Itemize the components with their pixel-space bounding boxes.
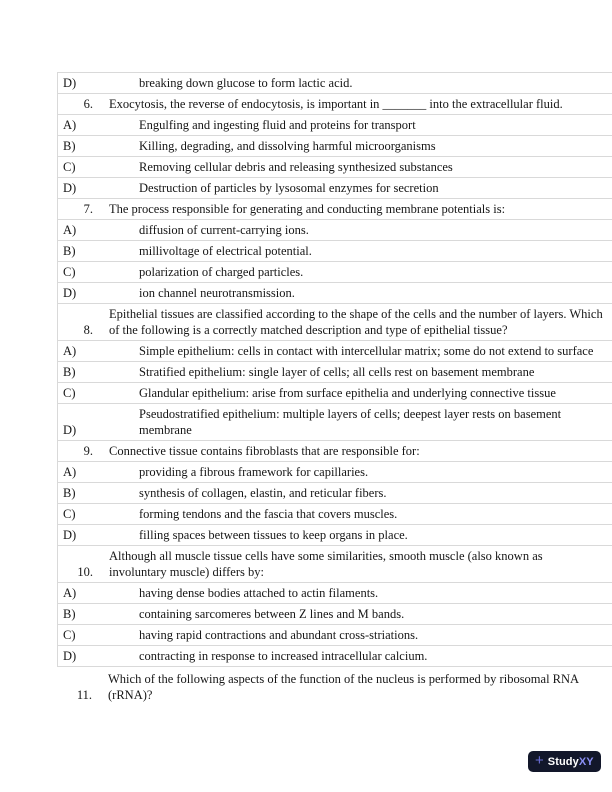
text-line: providing a fibrous framework for capillaries. [139,465,369,479]
option-row [58,483,612,504]
text-line: The process responsible for generating and conducting membrane potentials is: [109,202,506,216]
text-line: Epithelial tissues are classified according to the shape of the cells and the number of layers. Which [109,307,603,321]
option-letter: C) [63,160,76,174]
option-text [139,406,561,438]
question-text [109,548,543,580]
text-line: filling spaces between tissues to keep organs in place. [139,528,408,542]
option-row [58,646,612,667]
text-line: (rRNA)? [108,688,153,702]
option-text [139,117,416,133]
text-line: Simple epithelium: cells in contact with intercellular matrix; some do not extend to surface [139,344,594,358]
option-row [58,504,612,525]
option-letter: D) [63,649,77,663]
option-row [58,157,612,178]
text-line: having rapid contractions and abundant cross-striations. [139,628,419,642]
quiz-table-bordered-rows [57,72,612,667]
option-text [139,585,378,601]
text-line: ion channel neurotransmission. [139,286,295,300]
question-row [58,441,612,462]
question-text [109,201,505,217]
text-line: involuntary muscle) differs by: [109,565,264,579]
question-row [58,94,612,115]
option-text [139,180,439,196]
question-text [108,671,579,703]
option-row [58,604,612,625]
text-line: containing sarcomeres between Z lines and M bands. [139,607,405,621]
option-text [139,75,352,91]
text-line: forming tendons and the fascia that covers muscles. [139,507,398,521]
option-row [58,525,612,546]
option-text [139,527,408,543]
text-line: millivoltage of electrical potential. [139,244,312,258]
option-text [139,222,309,238]
option-row [58,362,612,383]
option-row [58,262,612,283]
option-letter: C) [63,265,76,279]
question-row [58,199,612,220]
option-letter: A) [63,586,77,600]
text-line: Exocytosis, the reverse of endocytosis, is important in _______ into the extracellular fluid. [109,97,563,111]
question-row [57,667,612,705]
plus-icon: + [535,752,544,769]
option-row [58,115,612,136]
quiz-table [57,72,612,705]
option-row [58,625,612,646]
option-letter: C) [63,628,76,642]
question-text [109,443,420,459]
question-number: 11. [76,688,92,702]
option-letter: B) [63,139,76,153]
question-row [58,304,612,341]
option-letter: B) [63,607,76,621]
text-line: membrane [139,423,192,437]
option-row [58,462,612,483]
option-row [58,73,612,94]
option-text [139,648,427,664]
option-letter: D) [63,528,77,542]
text-line: synthesis of collagen, elastin, and reticular fibers. [139,486,387,500]
option-letter: D) [63,286,77,300]
option-text [139,506,397,522]
option-letter: A) [63,223,77,237]
quiz-table-overflow-rows [57,667,612,705]
option-letter: D) [63,76,77,90]
option-text [139,159,453,175]
logo-text-study: Study [547,755,579,768]
text-line: having dense bodies attached to actin filaments. [139,586,379,600]
option-text [139,285,295,301]
option-text [139,243,312,259]
option-text [139,485,387,501]
option-row [58,404,612,441]
text-line: Glandular epithelium: arise from surface epithelia and underlying connective tissue [139,386,556,400]
option-row [58,220,612,241]
option-letter: B) [63,365,76,379]
question-number: 9. [83,444,93,458]
text-line: Removing cellular debris and releasing synthesized substances [139,160,453,174]
text-line: Although all muscle tissue cells have some similarities, smooth muscle (also known as [109,549,543,563]
question-number: 6. [83,97,93,111]
option-row [58,383,612,404]
text-line: Which of the following aspects of the function of the nucleus is performed by ribosomal RNA [108,672,580,686]
option-row [58,341,612,362]
question-number: 10. [77,565,93,579]
option-letter: D) [63,423,77,437]
text-line: of the following is a correctly matched description and type of epithelial tissue? [109,323,508,337]
logo-text-xy: XY [578,755,594,768]
option-letter: A) [63,465,77,479]
option-row [58,583,612,604]
option-text [139,343,593,359]
option-letter: A) [63,344,77,358]
option-letter: C) [63,386,76,400]
question-row [58,546,612,583]
text-line: contracting in response to increased intracellular calcium. [139,649,428,663]
text-line: polarization of charged particles. [139,265,304,279]
text-line: Destruction of particles by lysosomal enzymes for secretion [139,181,439,195]
option-letter: B) [63,486,76,500]
option-row [58,241,612,262]
text-line: diffusion of current-carrying ions. [139,223,309,237]
question-number: 7. [83,202,93,216]
option-row [58,136,612,157]
option-row [58,178,612,199]
option-text [139,627,418,643]
option-letter: B) [63,244,76,258]
option-letter: C) [63,507,76,521]
text-line: Pseudostratified epithelium: multiple layers of cells; deepest layer rests on basement [139,407,562,421]
text-line: breaking down glucose to form lactic acid. [139,76,353,90]
studyxy-logo [528,751,601,772]
option-text [139,464,368,480]
option-text [139,385,556,401]
option-text [139,364,534,380]
text-line: Connective tissue contains fibroblasts that are responsible for: [109,444,420,458]
text-line: Engulfing and ingesting fluid and proteins for transport [139,118,416,132]
option-letter: D) [63,181,77,195]
option-text [139,264,303,280]
option-letter: A) [63,118,77,132]
text-line: Stratified epithelium: single layer of cells; all cells rest on basement membrane [139,365,535,379]
question-text [109,306,603,338]
text-line: Killing, degrading, and dissolving harmful microorganisms [139,139,436,153]
option-text [139,138,436,154]
option-text [139,606,404,622]
option-row [58,283,612,304]
question-text [109,96,563,112]
question-number: 8. [83,323,93,337]
